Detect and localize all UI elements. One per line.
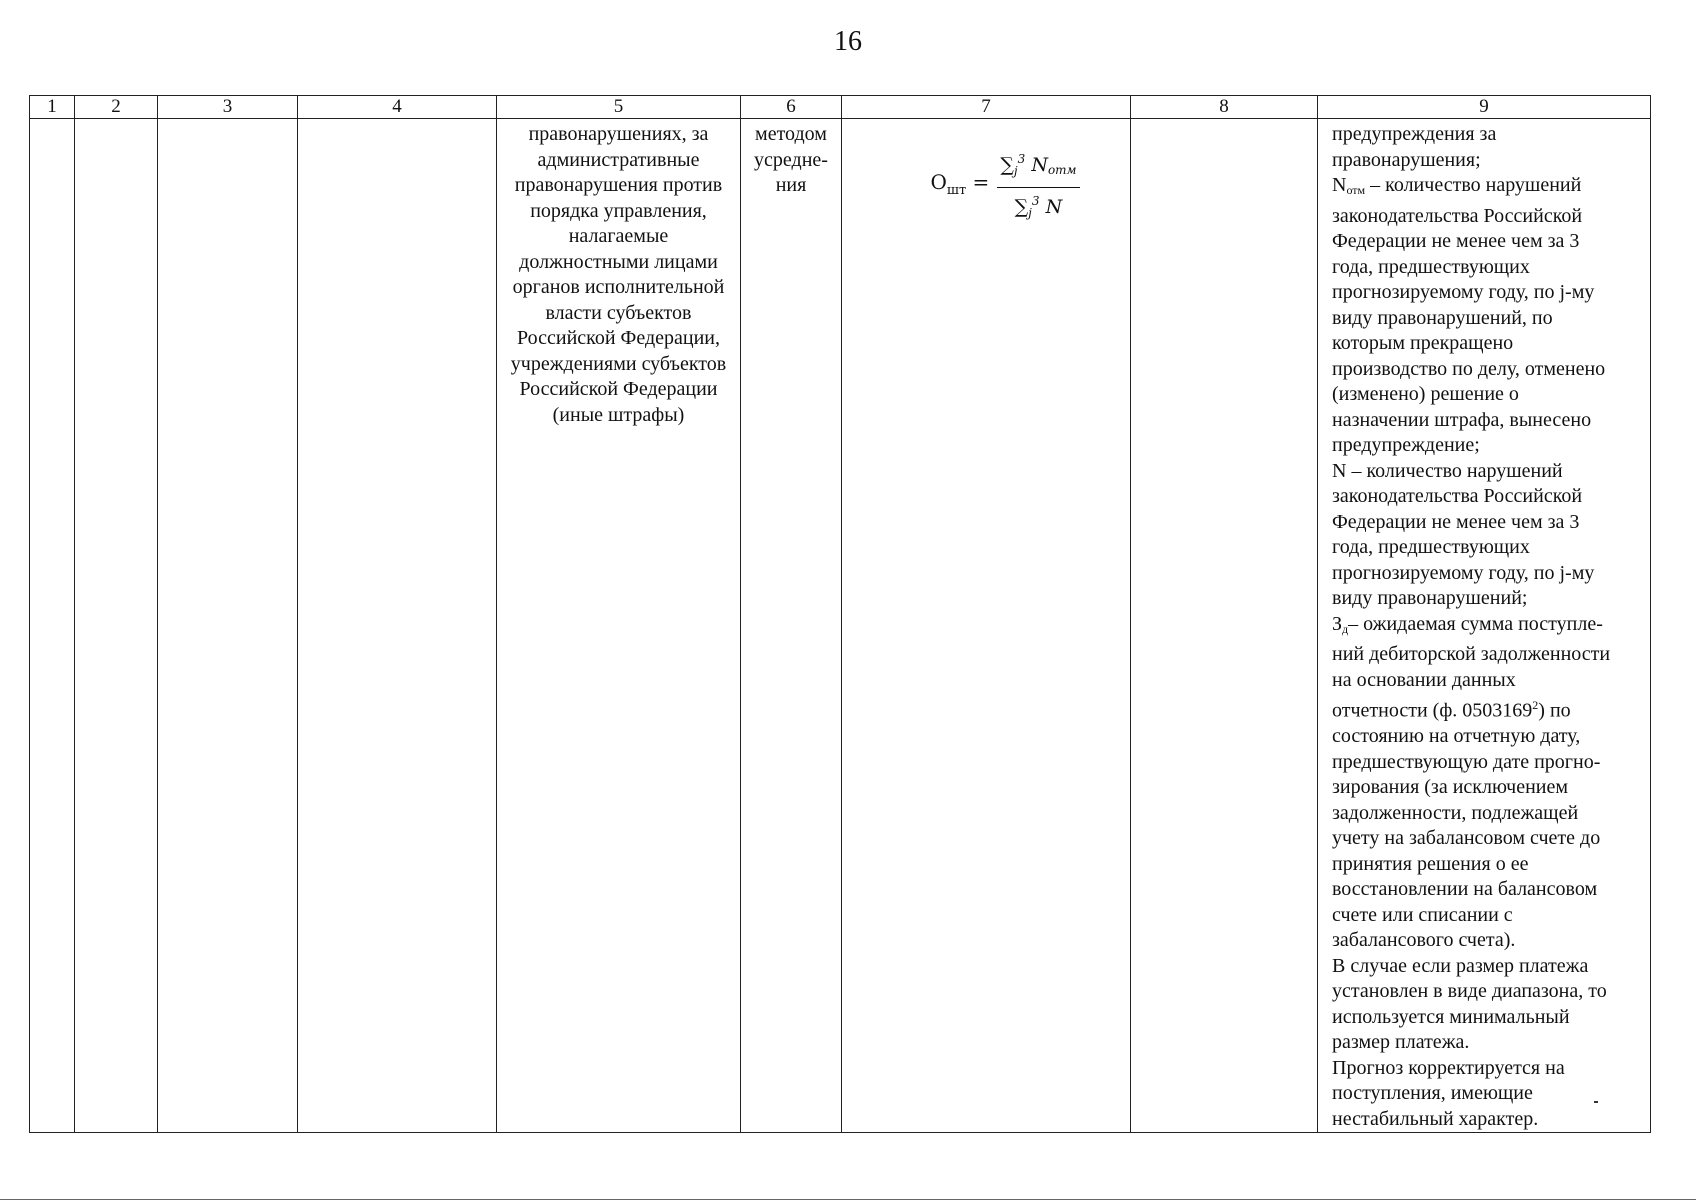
definition-line: предшествующую дате прогно- <box>1332 750 1601 773</box>
denominator-var: N <box>1045 195 1063 218</box>
cell-variable-definitions <box>1318 119 1651 1133</box>
footnote-mark: 2 <box>1532 698 1539 712</box>
column-header: 9 <box>1318 96 1651 119</box>
income-type-line: административные <box>537 148 700 171</box>
sum-upper: 3 <box>1031 193 1040 208</box>
formula-numerator <box>997 147 1079 188</box>
definition-line: счете или списании с <box>1332 903 1513 926</box>
definition-line: поступления, имеющие <box>1332 1082 1533 1105</box>
formula-fraction <box>997 147 1079 226</box>
column-header: 3 <box>158 96 298 119</box>
numerator-var: N <box>1031 154 1048 176</box>
definition-line: N – количество нарушений <box>1332 459 1563 482</box>
cell-method <box>741 119 842 1133</box>
n-otm-subscript: отм <box>1346 183 1366 197</box>
table-row <box>30 119 1651 1133</box>
definition-line: учету на забалансовом счете до <box>1332 827 1601 850</box>
cell-col-1 <box>30 119 75 1133</box>
definition-line: виду правонарушений, по <box>1332 306 1553 329</box>
form-reference: отчетности (ф. 0503169 <box>1332 699 1533 722</box>
sum-symbol: ∑ <box>1014 195 1029 218</box>
method-line: усредне- <box>754 148 828 171</box>
income-type-line: налагаемые <box>568 225 669 247</box>
definition-line: состоянию на отчетную дату, <box>1332 725 1581 748</box>
definition-text: ) по <box>1538 699 1571 722</box>
definition-line <box>1332 612 1646 643</box>
zd-subscript: д <box>1342 621 1349 636</box>
definition-line: нестабильный характер. <box>1332 1107 1539 1130</box>
definition-line: законодательства Российской <box>1332 204 1583 227</box>
definition-line: забалансового счета). <box>1332 929 1516 952</box>
definition-line: которым прекращено <box>1332 332 1514 354</box>
definition-line: производство по делу, отменено <box>1332 357 1606 380</box>
column-header: 2 <box>75 96 158 119</box>
forecast-method-table <box>29 95 1651 1133</box>
definition-line: прогнозируемому году, по j-му <box>1332 281 1595 303</box>
scan-speck <box>1594 1101 1598 1103</box>
income-type-line: Российской Федерации <box>519 378 718 400</box>
definition-line: года, предшествующих <box>1332 536 1530 558</box>
zd-symbol: З <box>1332 612 1343 635</box>
n-otm-symbol: N <box>1332 174 1347 196</box>
definition-line: принятия решения о ее <box>1332 852 1529 875</box>
column-header: 7 <box>842 96 1131 119</box>
income-type-line: правонарушениях, за <box>528 123 709 145</box>
income-type-line: должностными лицами <box>519 250 718 273</box>
formula-lhs-subscript: шт <box>946 182 967 198</box>
cell-col-4 <box>298 119 497 1133</box>
cell-col-2 <box>75 119 158 1133</box>
cell-formula <box>842 119 1131 1133</box>
page-number: 16 <box>834 26 862 57</box>
definition-line: В случае если размер платежа <box>1332 954 1589 977</box>
definition-line: установлен в виде диапазона, то <box>1332 980 1607 1003</box>
definition-line: зирования (за исключением <box>1332 776 1569 799</box>
sum-index: j <box>1013 164 1018 178</box>
method-line: методом <box>755 123 827 145</box>
income-type-line: Российской Федерации, <box>516 327 721 349</box>
definition-line: правонарушения; <box>1332 148 1481 171</box>
fine-share-formula <box>880 147 1130 226</box>
definition-line: назначении штрафа, вынесено <box>1332 408 1592 431</box>
definition-line: на основании данных <box>1332 668 1516 691</box>
income-type-line: учреждениями субъектов <box>510 352 727 375</box>
formula-equals: = <box>972 169 990 194</box>
numerator-subscript: отм <box>1047 163 1077 177</box>
definition-line: предупреждение; <box>1332 434 1480 456</box>
definition-line <box>1332 173 1646 204</box>
sum-symbol: ∑ <box>1000 154 1014 176</box>
sum-index: j <box>1028 205 1032 220</box>
definition-line: Федерации не менее чем за 3 <box>1332 230 1580 252</box>
cell-income-type <box>497 119 741 1133</box>
definition-text: – количество нарушений <box>1365 174 1582 196</box>
formula-lhs-symbol: О <box>930 169 947 194</box>
definition-line: восстановлении на балансовом <box>1332 878 1598 901</box>
definition-line: законодательства Российской <box>1332 485 1583 507</box>
definition-text: – ожидаемая сумма поступле- <box>1348 612 1603 635</box>
definition-line: ний дебиторской задолженности <box>1332 643 1611 665</box>
formula-lhs <box>931 170 990 204</box>
definition-line: Прогноз корректируется на <box>1332 1056 1565 1079</box>
method-line: ния <box>775 174 807 196</box>
income-type-line: правонарушения против <box>514 174 723 196</box>
definition-line: задолженности, подлежащей <box>1332 801 1579 824</box>
definition-line <box>1332 693 1646 724</box>
column-header: 5 <box>497 96 741 119</box>
cell-col-3 <box>158 119 298 1133</box>
cell-col-8 <box>1131 119 1318 1133</box>
definition-line: года, предшествующих <box>1332 255 1530 278</box>
definition-line: используется минимальный <box>1332 1005 1570 1028</box>
formula-denominator <box>1012 188 1066 227</box>
definition-line: Федерации не менее чем за 3 <box>1332 510 1580 533</box>
definition-line: виду правонарушений; <box>1332 587 1528 609</box>
income-type-line: порядка управления, <box>530 199 707 222</box>
sum-upper: 3 <box>1017 152 1026 166</box>
definition-line: размер платежа. <box>1332 1031 1470 1054</box>
income-type-line: (иные штрафы) <box>552 403 685 426</box>
column-header: 8 <box>1131 96 1318 119</box>
column-header: 6 <box>741 96 842 119</box>
income-type-line: власти субъектов <box>545 301 692 324</box>
column-header: 1 <box>30 96 75 119</box>
column-header: 4 <box>298 96 497 119</box>
definition-line: (изменено) решение о <box>1332 383 1519 405</box>
income-type-line: органов исполнительной <box>512 276 725 298</box>
definition-line: прогнозируемому году, по j-му <box>1332 561 1595 584</box>
definition-line: предупреждения за <box>1332 123 1497 145</box>
column-number-row <box>30 96 1651 119</box>
